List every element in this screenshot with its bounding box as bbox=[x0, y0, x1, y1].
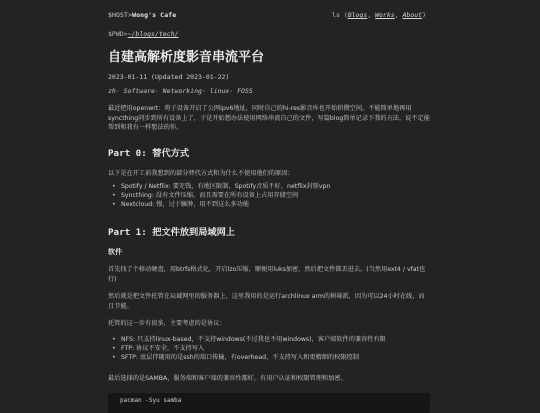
list-item-text: Spotify / Netflix: 要充钱，有地区限制，Spotify音质不好，netflix封锁vpn bbox=[121, 183, 331, 190]
section0-lead: 以下是在开工前我想到的部分替代方式和为什么不使用他们的原因： bbox=[108, 170, 294, 177]
nav-separator: , bbox=[394, 11, 403, 19]
top-bar bbox=[108, 9, 426, 21]
list-item-text: Syncthing: 没有文件压缩，而且需要在所有设备上占用存储空间 bbox=[121, 191, 299, 199]
bullet-icon: • bbox=[112, 183, 116, 190]
intro-paragraph: 最近把用openwrt：将子设备开启了公网ipv6地址，同时自己的hi-res影音库也开始积攒空间，不能简单地再用syncthing同步到所有设备上了，于是开始想办法使用网络串流自己的文件，写篇blog简单记录下我的方法，说不定能帮到和我有一样想法的你。 bbox=[108, 105, 430, 131]
nav-link-about[interactable]: About bbox=[402, 11, 423, 19]
nav-prefix: ls ( bbox=[332, 11, 348, 19]
bullet-icon: • bbox=[112, 200, 116, 208]
post-title: 自建高解析度影音串流平台 bbox=[108, 50, 265, 65]
host-prompt: $HOST> bbox=[108, 11, 133, 19]
nav-link-works[interactable]: Works bbox=[375, 11, 395, 19]
nav-separator: , bbox=[367, 11, 376, 19]
list-item-text: FTP: 协议不安全，不支持写入 bbox=[121, 344, 205, 352]
bullet-icon: • bbox=[112, 191, 116, 199]
section-heading-part0: Part 0: 替代方式 bbox=[108, 148, 190, 159]
section1-paragraph-4: 最后选择的是SAMBA，服务端和客户端的兼容性都好，有用户认证和权限管理和加密。 bbox=[108, 375, 347, 382]
list-item bbox=[108, 201, 430, 210]
bullet-icon: • bbox=[112, 344, 116, 352]
site-title bbox=[108, 11, 176, 19]
code-line: pacman -Syu samba bbox=[120, 397, 182, 404]
list-item bbox=[108, 183, 430, 192]
bullet-icon: • bbox=[112, 336, 116, 343]
site-name[interactable]: Wong's Cafe bbox=[132, 11, 177, 19]
post-date: 2023-01-11 (Updated 2023-01-22) bbox=[108, 73, 230, 81]
breadcrumb-link[interactable]: ~/blogs/tech/ bbox=[127, 30, 179, 38]
post-tags: zh· Software· Networking· linux· FOSS bbox=[108, 87, 253, 95]
breadcrumb bbox=[108, 30, 178, 38]
section1-paragraph-1: 首先找了个移动硬盘，用btrfs格式化，开启lzo压缩，顺便用luks加密，然后把文件都丢进去。(当然用ext4 / vfat也行) bbox=[108, 266, 426, 283]
protocol-list bbox=[108, 336, 430, 362]
subheading-software: 软件 bbox=[108, 248, 122, 256]
nav-suffix: ) bbox=[422, 11, 426, 19]
list-item bbox=[108, 192, 430, 201]
code-block bbox=[108, 393, 430, 413]
main-nav bbox=[332, 11, 426, 19]
section1-paragraph-2: 然后就是把文件托管在局域网里的服务器上，这里我用的是运行archlinux arm的树莓派，因为可以24小时在线，而且节能。 bbox=[108, 293, 425, 310]
list-item bbox=[108, 354, 430, 363]
list-item-text: SFTP: 底层伴随用的是ssh的端口传输，有overhead，不支持写入和更精细的权限控制 bbox=[121, 353, 359, 361]
pwd-prompt: $PWD> bbox=[108, 30, 128, 38]
section1-paragraph-3: 托管的这一步有很多，主要考虑的是协议： bbox=[108, 320, 226, 327]
list-item-text: Nextcloud: 慢，过于臃肿，用不到这么多功能 bbox=[121, 200, 250, 208]
list-item-text: NFS: 只支持linux-based，不支持windows(不过我也不用windows)，客户端软件的兼容性有限 bbox=[121, 336, 386, 343]
list-item bbox=[108, 336, 430, 345]
nav-link-blogs[interactable]: Blogs bbox=[347, 11, 368, 19]
bullet-icon: • bbox=[112, 353, 116, 361]
alternatives-list bbox=[108, 183, 430, 209]
list-item bbox=[108, 345, 430, 354]
section-heading-part1: Part 1: 把文件放到局域网上 bbox=[108, 227, 235, 238]
